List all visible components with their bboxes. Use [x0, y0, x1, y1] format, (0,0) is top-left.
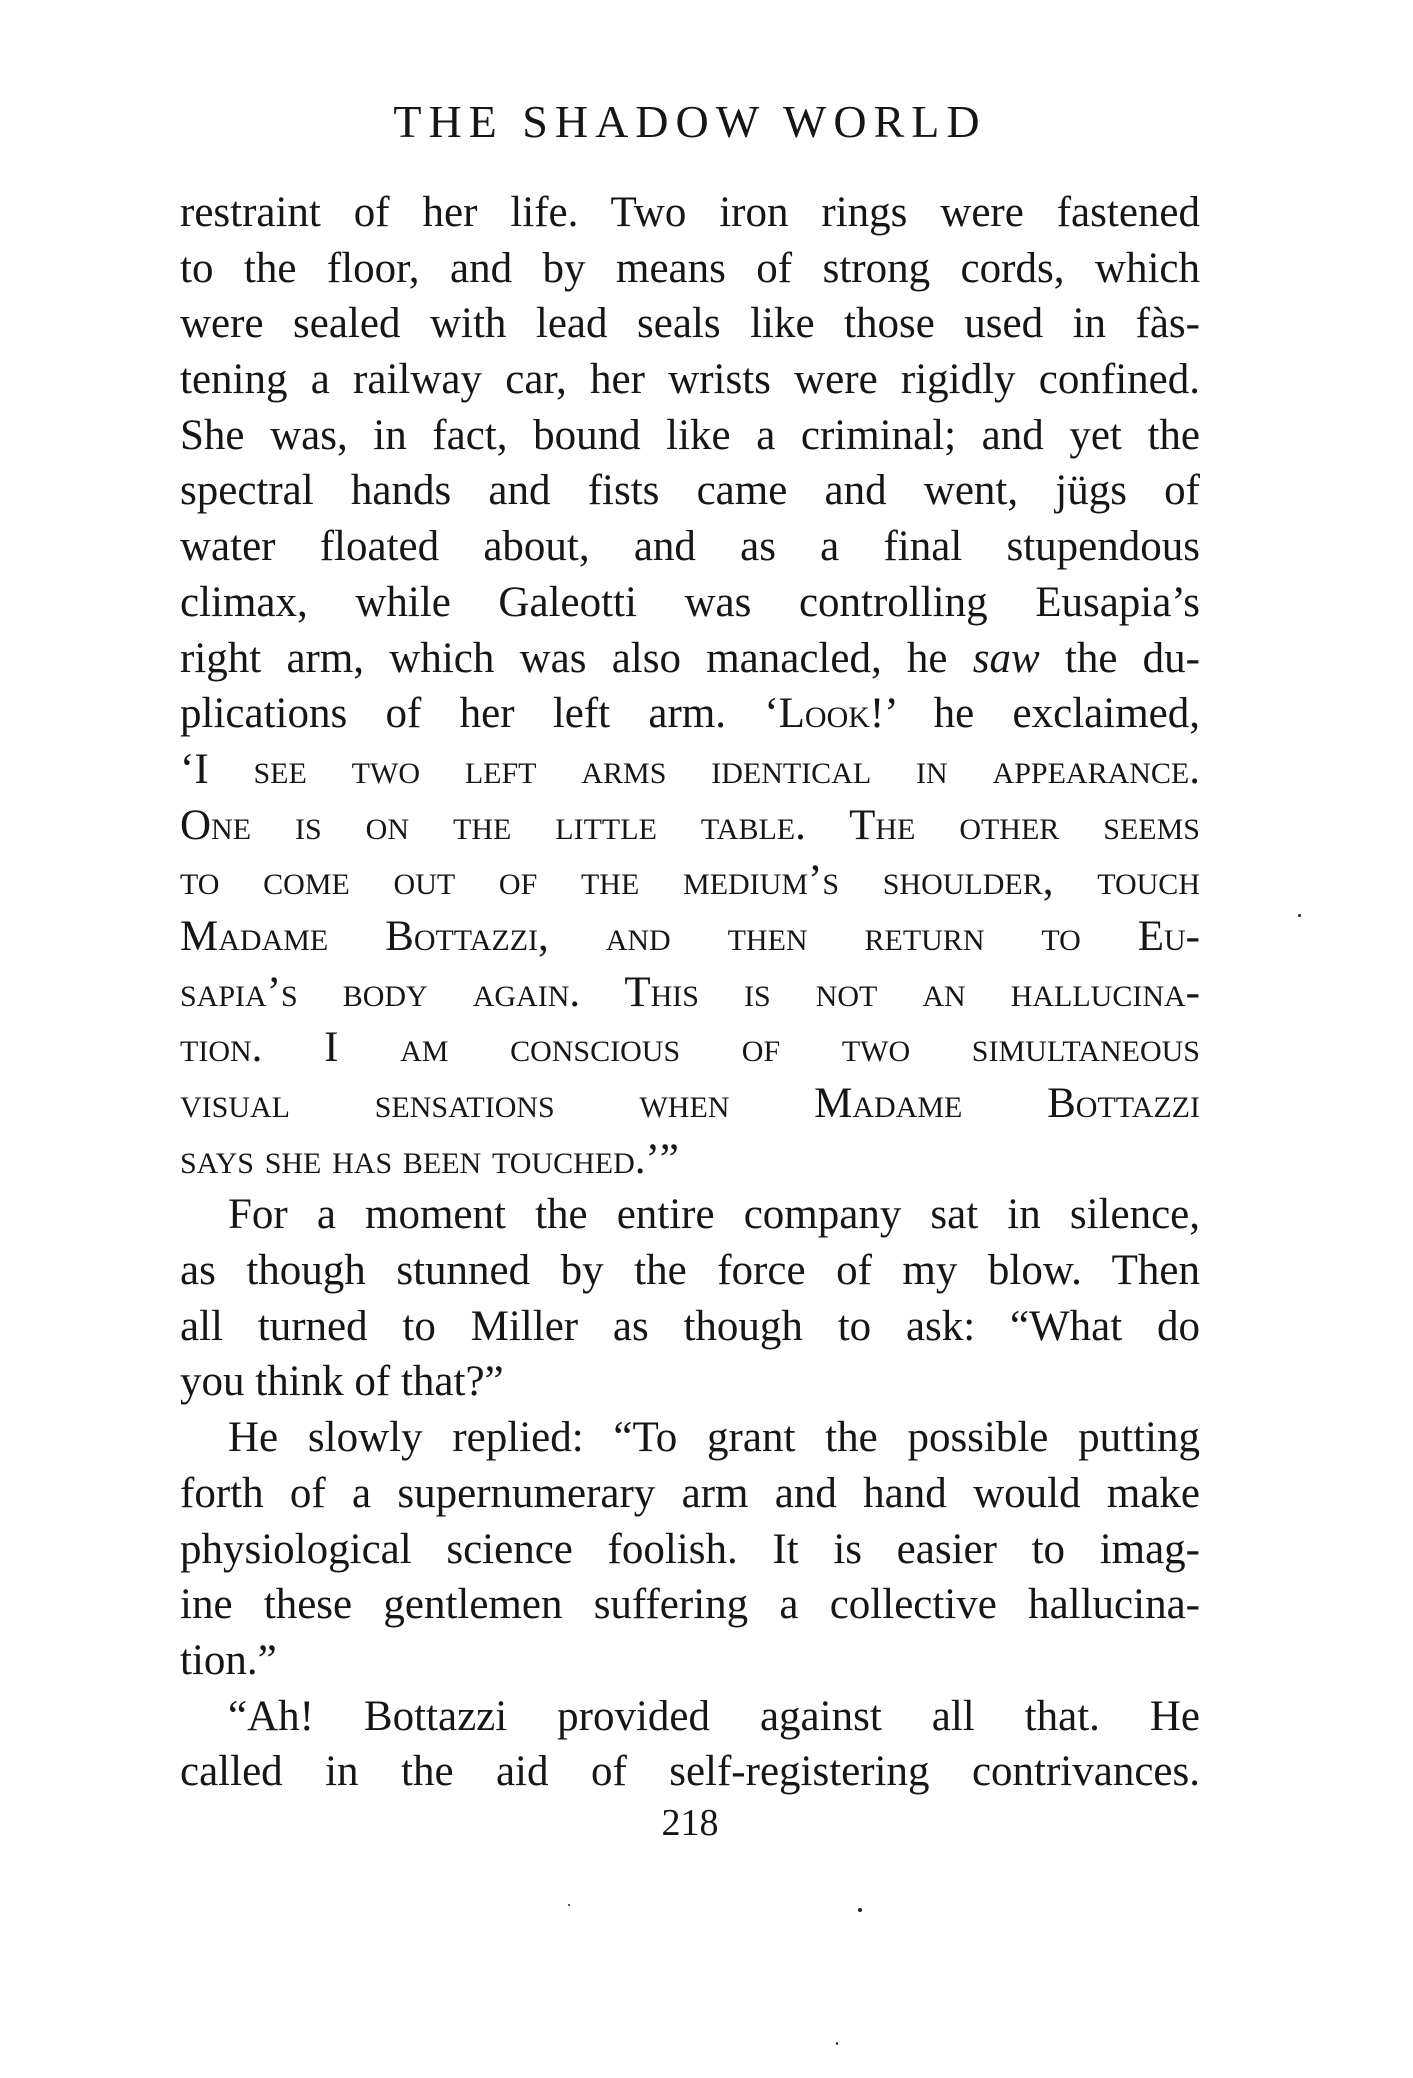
text-line: [180, 686, 1200, 742]
text-line: He slowly replied: “To grant the possible putting: [228, 1414, 1200, 1462]
print-speck: [1298, 914, 1301, 917]
text-line: forth of a supernumerary arm and hand would make: [180, 1469, 1200, 1517]
print-speck: [836, 2042, 838, 2045]
page-number: 218: [661, 1802, 719, 1844]
text-line: visual sensations when Madame Bottazzi: [180, 1080, 1200, 1127]
text-line: tion.”: [180, 1636, 277, 1684]
text-line: as though stunned by the force of my blow. Then: [180, 1247, 1200, 1295]
text-line: restraint of her life. Two iron rings were fastened: [180, 189, 1200, 236]
running-head-title: THE SHADOW WORLD: [393, 96, 987, 147]
text-line: water floated about, and as a final stupendous: [180, 523, 1200, 571]
text-line: were sealed with lead seals like those used in fàs-: [180, 300, 1200, 348]
print-speck: [858, 1908, 862, 1912]
text-line: physiological science foolish. It is easier to imag-: [180, 1525, 1200, 1573]
text-line: all turned to Miller as though to ask: “What do: [180, 1302, 1200, 1350]
text-line: ine these gentlemen suffering a collective hallucina-: [180, 1581, 1200, 1629]
italic-word: saw: [972, 634, 1040, 682]
print-speck: [568, 1904, 570, 1906]
text-segment: plications of her left arm. ‘: [180, 690, 779, 738]
text-line: She was, in fact, bound like a criminal; and yet the: [180, 411, 1200, 459]
text-line: [180, 631, 1200, 687]
text-line: Madame Bottazzi, and then return to Eu-: [180, 912, 1200, 960]
text-line: to come out of the medium’s shoulder, touch: [180, 857, 1200, 905]
text-line: ‘I see two left arms identical in appearance.: [180, 745, 1200, 793]
small-caps-word: Look: [778, 690, 870, 738]
body-text: [180, 185, 1200, 1800]
text-segment: !’ he exclaimed,: [869, 690, 1200, 738]
text-line: spectral hands and fists came and went, jügs of: [180, 467, 1200, 515]
text-segment: the du-: [1039, 634, 1200, 682]
text-line: One is on the little table. The other seems: [180, 801, 1200, 849]
text-line: to the floor, and by means of strong cords, which: [180, 244, 1200, 292]
text-line: “Ah! Bottazzi provided against all that. He: [228, 1692, 1200, 1740]
text-line: For a moment the entire company sat in silence,: [228, 1191, 1200, 1239]
text-line: climax, while Galeotti was controlling Eusapia’s: [180, 578, 1200, 626]
text-segment: right arm, which was also manacled, he: [180, 634, 973, 682]
text-line: says she has been touched.’”: [180, 1135, 679, 1183]
text-line: you think of that?”: [180, 1358, 504, 1406]
text-line: called in the aid of self-registering contrivances.: [180, 1748, 1200, 1796]
text-line: tion. I am conscious of two simultaneous: [180, 1024, 1200, 1072]
text-line: sapia’s body again. This is not an hallucina-: [180, 968, 1200, 1016]
text-line: tening a railway car, her wrists were rigidly confined.: [180, 356, 1200, 404]
